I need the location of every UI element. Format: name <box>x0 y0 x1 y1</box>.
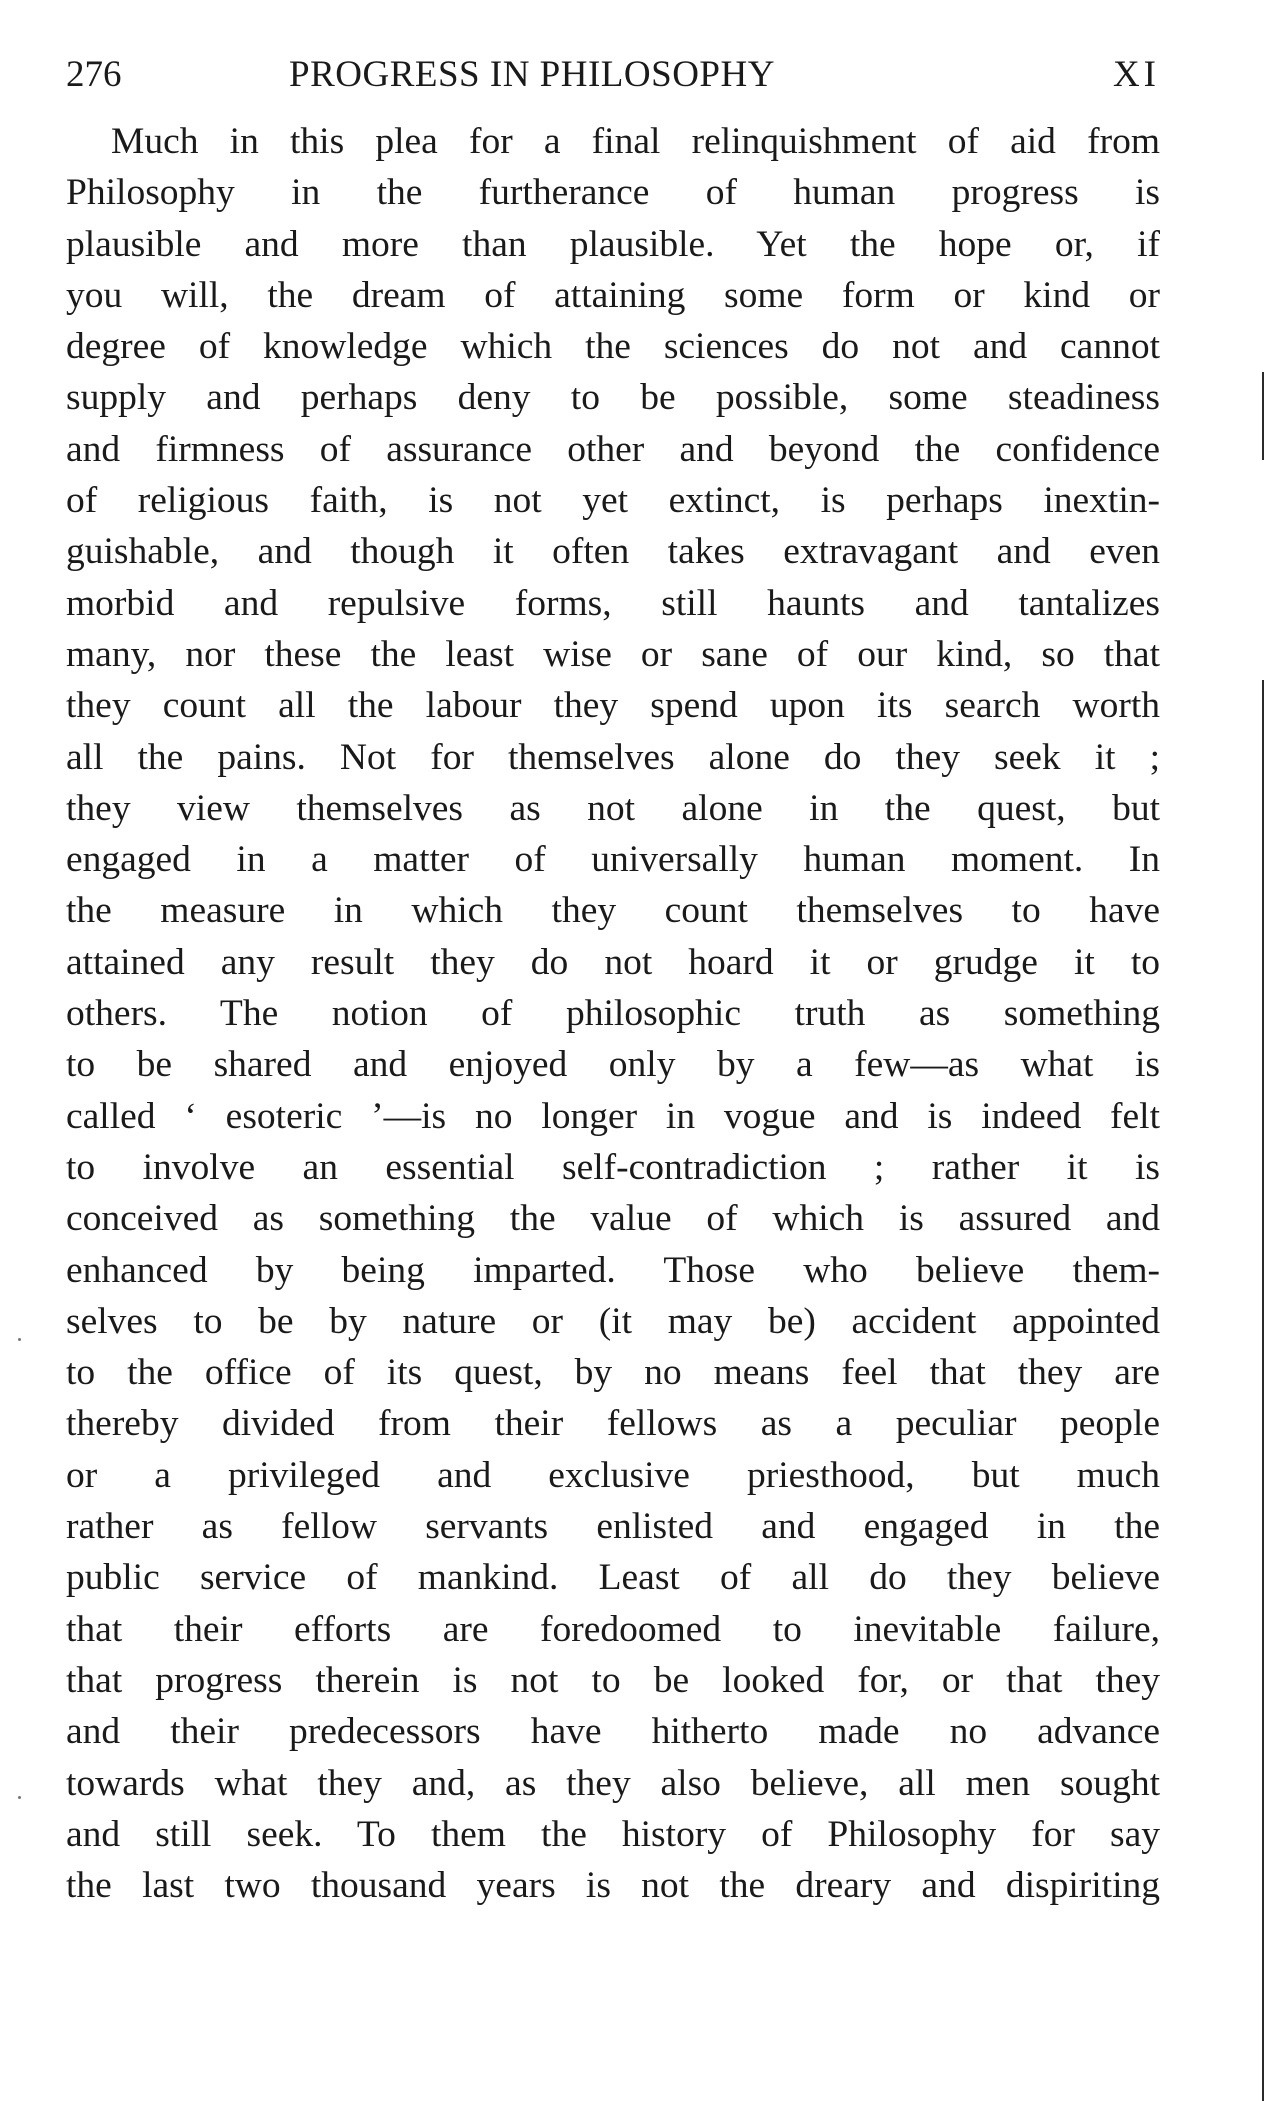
page-number: 276 <box>66 54 122 95</box>
text-line: the last two thousand years is not the dreary and dispiriting <box>66 1865 1160 1907</box>
text-line: Philosophy in the furtherance of human progress is <box>66 172 1160 214</box>
text-line: enhanced by being imparted. Those who believe them- <box>66 1249 1160 1291</box>
text-line: morbid and repulsive forms, still haunts and tantalizes <box>66 582 1160 624</box>
text-line: supply and perhaps deny to be possible, some steadiness <box>66 377 1160 419</box>
scan-margin-rule <box>1262 372 1264 460</box>
running-title: PROGRESS IN PHILOSOPHY <box>289 54 775 95</box>
body-paragraph <box>66 116 1160 1911</box>
text-line: thereby divided from their fellows as a peculiar people <box>66 1403 1160 1445</box>
text-line: they view themselves as not alone in the quest, but <box>66 787 1160 829</box>
text-line: of religious faith, is not yet extinct, is perhaps inextin- <box>66 480 1160 522</box>
chapter-number: XI <box>1112 54 1160 95</box>
text-line: attained any result they do not hoard it or grudge it to <box>66 941 1160 983</box>
text-line: to involve an essential self-contradiction ; rather it is <box>66 1146 1160 1188</box>
text-line: and still seek. To them the history of Philosophy for say <box>66 1813 1160 1855</box>
book-page <box>66 44 1160 1911</box>
text-line: and firmness of assurance other and beyond the confidence <box>66 428 1160 470</box>
text-line: conceived as something the value of which is assured and <box>66 1198 1160 1240</box>
text-line: rather as fellow servants enlisted and engaged in the <box>66 1506 1160 1548</box>
text-line: or a privileged and exclusive priesthood, but much <box>66 1454 1160 1496</box>
scan-speck <box>18 1338 21 1341</box>
scan-speck <box>18 1796 21 1799</box>
text-line: Much in this plea for a final relinquishment of aid from <box>111 121 1160 162</box>
text-line: you will, the dream of attaining some form or kind or <box>66 274 1160 316</box>
text-line: the measure in which they count themselves to have <box>66 890 1160 932</box>
text-line: to be shared and enjoyed only by a few—as what is <box>66 1044 1160 1086</box>
text-line: others. The notion of philosophic truth as something <box>66 993 1160 1035</box>
scan-margin-rule <box>1262 680 1264 2101</box>
text-line: guishable, and though it often takes extravagant and even <box>66 531 1160 573</box>
text-line: that their efforts are foredoomed to inevitable failure, <box>66 1608 1160 1650</box>
text-line: many, nor these the least wise or sane of our kind, so that <box>66 633 1160 675</box>
running-head <box>66 44 1160 106</box>
text-line: plausible and more than plausible. Yet the hope or, if <box>66 223 1160 265</box>
text-line: degree of knowledge which the sciences do not and cannot <box>66 326 1160 368</box>
text-line: towards what they and, as they also believe, all men sought <box>66 1762 1160 1804</box>
text-line: engaged in a matter of universally human moment. In <box>66 839 1160 881</box>
text-line: all the pains. Not for themselves alone do they seek it ; <box>66 736 1160 778</box>
text-line: they count all the labour they spend upon its search worth <box>66 685 1160 727</box>
text-line: and their predecessors have hitherto made no advance <box>66 1711 1160 1753</box>
text-line: to the office of its quest, by no means feel that they are <box>66 1352 1160 1394</box>
text-line: selves to be by nature or (it may be) accident appointed <box>66 1300 1160 1342</box>
text-line: public service of mankind. Least of all do they believe <box>66 1557 1160 1599</box>
text-line: called ‘ esoteric ’—is no longer in vogue and is indeed felt <box>66 1095 1160 1137</box>
text-line: that progress therein is not to be looked for, or that they <box>66 1659 1160 1701</box>
